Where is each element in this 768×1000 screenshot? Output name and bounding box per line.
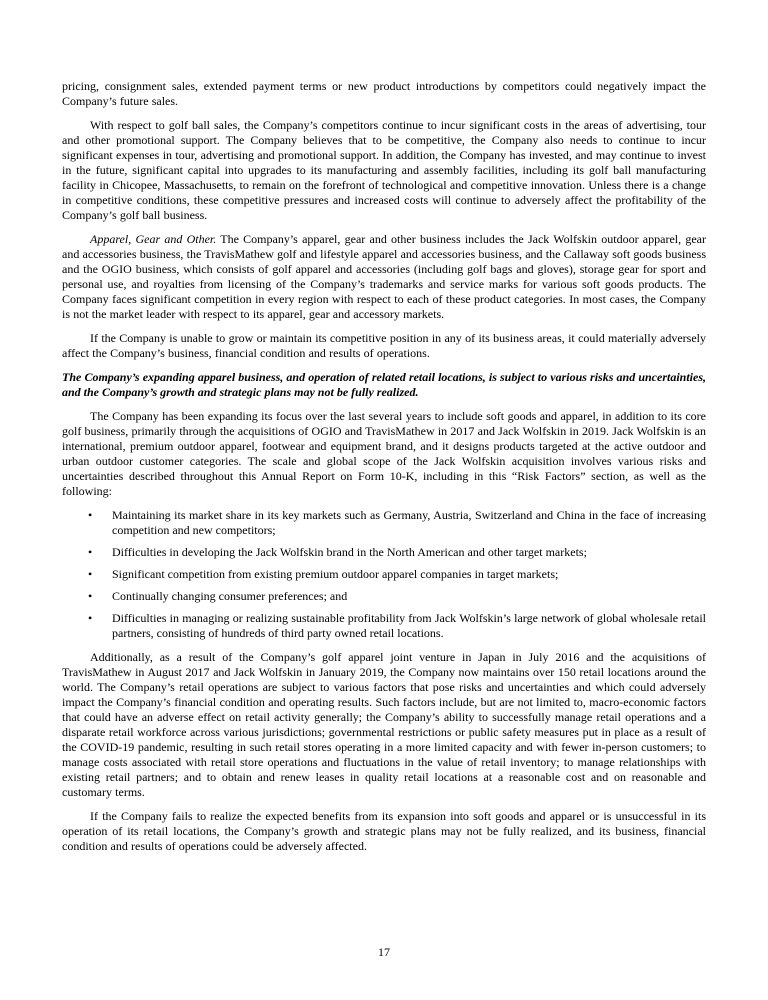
- paragraph-expanding-focus: The Company has been expanding its focus over the last several years to include soft goods and apparel, in addition to its core golf business, primarily through the acquisitions of OGIO and TravisMathew in 2017 and Jack Wolfskin in 2019. Jack Wolfskin is an international, premium outdoor apparel, footwear and equipment brand, and it designs products targeted at the active outdoor and urban outdoor customer categories. The scale and global scope of the Jack Wolfskin acquisition involves various risks and uncertainties described throughout this Annual Report on Form 10-K, including in this “Risk Factors” section, as well as the following:: [62, 409, 706, 498]
- paragraph-retail-locations: Additionally, as a result of the Company’s golf apparel joint venture in Japan in July 2016 and the acquisitions of TravisMathew in August 2017 and Jack Wolfskin in January 2019, the Company now maintains over 150 retail locations around the world. The Company’s retail operations are subject to various factors that pose risks and uncertainties and which could adversely impact the Company’s financial condition and operating results. Such factors include, but are not limited to, macro-economic factors that could have an adverse effect on retail activity generally; the Company’s ability to successfully manage retail operations and a disparate retail workforce across various jurisdictions; governmental restrictions or public safety measures put in place as a result of the COVID-19 pandemic, resulting in such retail stores operating in a more limited capacity and with fewer in-person customers; to manage costs associated with retail store operations and fluctuations in the value of retail inventory; to manage relationships with existing retail partners; and to obtain and renew leases in quality retail locations at a reasonable cost and on reasonable and customary terms.: [62, 650, 706, 799]
- bullet-icon: •: [88, 611, 93, 625]
- bullet-text: Difficulties in managing or realizing sustainable profitability from Jack Wolfskin’s large network of global wholesale retail partners, consisting of hundreds of third party owned retail locations.: [112, 611, 706, 640]
- paragraph-apparel-body: The Company’s apparel, gear and other business includes the Jack Wolfskin outdoor apparel, gear and accessories business, the TravisMathew golf and lifestyle apparel and accessories business, and the Callaway soft goods business and the OGIO business, which consists of golf apparel and accessories (including golf bags and gloves), storage gear for sport and personal use, and royalties from licensing of the Company’s trademarks and service marks for various soft goods products. The Company faces significant competition in every region with respect to each of these product categories. In most cases, the Company is not the market leader with respect to its apparel, gear and accessory markets.: [62, 232, 706, 321]
- bullet-text: Difficulties in developing the Jack Wolfskin brand in the North American and other target markets;: [112, 545, 587, 559]
- paragraph-apparel-lead-italic: Apparel, Gear and Other.: [90, 232, 217, 246]
- bullet-text: Significant competition from existing premium outdoor apparel companies in target markets;: [112, 567, 559, 581]
- paragraph-apparel-gear-other: [62, 232, 706, 322]
- paragraph-fails-to-realize: If the Company fails to realize the expected benefits from its expansion into soft goods and apparel or is unsuccessful in its operation of its retail locations, the Company’s growth and strategic plans may not be fully realized, and its business, financial condition and results of operations could be adversely affected.: [62, 809, 706, 853]
- bullet-item-market-share: [62, 508, 706, 538]
- risk-factor-heading: The Company’s expanding apparel business, and operation of related retail locations, is subject to various risks and uncertainties, and the Company’s growth and strategic plans may not be fully realized.: [62, 370, 706, 399]
- risk-bullet-list: [62, 508, 706, 641]
- bullet-icon: •: [88, 567, 93, 581]
- bullet-icon: •: [88, 508, 93, 522]
- page-number: 17: [378, 945, 390, 959]
- paragraph-golf-ball-sales: With respect to golf ball sales, the Company’s competitors continue to incur significant costs in the areas of advertising, tour and other promotional support. The Company believes that to be competitive, the Company also needs to continue to incur significant expenses in tour, advertising and promotional support. In addition, the Company has invested, and may continue to invest in the future, significant capital into upgrades to its manufacturing and assembly facilities, including its golf ball manufacturing facility in Chicopee, Massachusetts, to remain on the forefront of technological and competitive innovation. Unless there is a change in competitive conditions, these competitive pressures and increased costs will continue to adversely affect the profitability of the Company’s golf ball business.: [62, 118, 706, 222]
- bullet-item-wholesale-partners: [62, 611, 706, 641]
- bullet-icon: •: [88, 545, 93, 559]
- bullet-item-brand-development: [62, 545, 706, 560]
- bullet-item-consumer-preferences: [62, 589, 706, 604]
- bullet-icon: •: [88, 589, 93, 603]
- paragraph-unable-to-grow: If the Company is unable to grow or maintain its competitive position in any of its business areas, it could materially adversely affect the Company’s business, financial condition and results of operations.: [62, 331, 706, 360]
- bullet-item-competition: [62, 567, 706, 582]
- bullet-text: Continually changing consumer preferences; and: [112, 589, 348, 603]
- paragraph-pricing-continuation: pricing, consignment sales, extended payment terms or new product introductions by competitors could negatively impact the Company’s future sales.: [62, 79, 706, 108]
- bullet-text: Maintaining its market share in its key markets such as Germany, Austria, Switzerland and China in the face of increasing competition and new competitors;: [112, 508, 706, 537]
